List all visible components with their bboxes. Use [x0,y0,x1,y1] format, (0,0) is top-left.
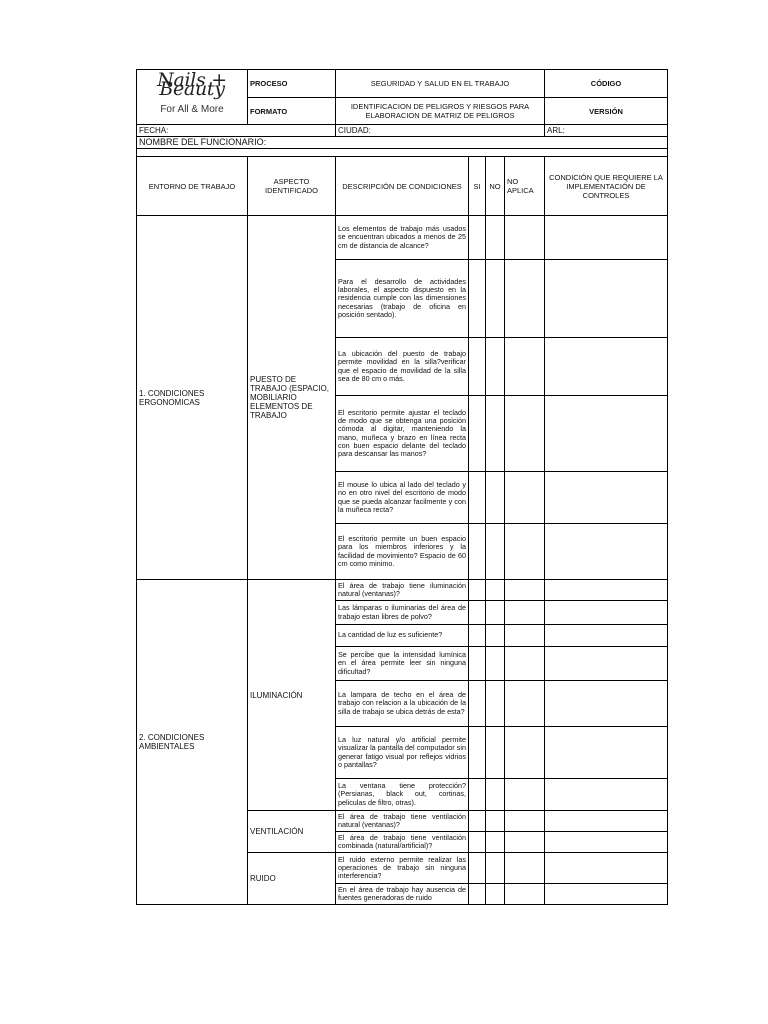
no-cell[interactable] [486,681,505,727]
condition-description: La lampara de techo en el área de trabajo con relacion a la ubicación de la silla de trabajo se ubica detrás de esta? [336,681,469,727]
condicion-cell[interactable] [545,647,668,681]
formato-value: IDENTIFICACION DE PELIGROS Y RIESGOS PARA ELABORACION DE MATRIZ DE PELIGROS [336,98,545,125]
spacer-row [137,149,668,157]
si-cell[interactable] [469,647,486,681]
no-cell[interactable] [486,853,505,884]
si-cell[interactable] [469,853,486,884]
no-aplica-cell[interactable] [505,580,545,601]
condition-description: El ruido externo permite realizar las operaciones de trabajo sin ninguna interferencia? [336,853,469,884]
no-cell[interactable] [486,625,505,647]
no-aplica-cell[interactable] [505,853,545,884]
no-aplica-cell[interactable] [505,647,545,681]
condition-description: El área de trabajo tiene ventilación combinada (natural/artificial)? [336,832,469,853]
condition-description: La cantidad de luz es suficiente? [336,625,469,647]
si-cell[interactable] [469,811,486,832]
condition-description: El mouse lo ubica al lado del teclado y no en otro nivel del escritorio de modo que se pueda alcanzar facilmente y con la muñeca recta? [336,472,469,524]
aspecto-ventilacion: VENTILACIÓN [248,811,336,853]
condicion-cell[interactable] [545,524,668,580]
entorno-ergonomicas: 1. CONDICIONES ERGONOMICAS [137,216,248,580]
entorno-ambientales: 2. CONDICIONES AMBIENTALES [137,580,248,905]
no-cell[interactable] [486,580,505,601]
col-si: SI [469,157,486,216]
logo-brand: Nails + Beauty [157,69,227,100]
no-aplica-cell[interactable] [505,338,545,396]
company-logo [137,70,248,125]
no-aplica-cell[interactable] [505,260,545,338]
condicion-cell[interactable] [545,396,668,472]
condition-description: Las lámparas o iluminarias del área de trabajo estan libres de polvo? [336,601,469,625]
table-row [137,580,668,601]
si-cell[interactable] [469,884,486,905]
no-aplica-cell[interactable] [505,524,545,580]
condicion-cell[interactable] [545,884,668,905]
condicion-cell[interactable] [545,853,668,884]
col-no: NO [486,157,505,216]
si-cell[interactable] [469,727,486,779]
condition-description: La luz natural y/o artificial permite visualizar la pantalla del computador sin generar fatigo visual por reflejos vidrios o pantallas? [336,727,469,779]
no-aplica-cell[interactable] [505,601,545,625]
col-entorno: ENTORNO DE TRABAJO [137,157,248,216]
condition-description: Los elementos de trabajo más usados se encuentran ubicados a menos de 25 cm de distancia de alcance? [336,216,469,260]
condicion-cell[interactable] [545,832,668,853]
condition-description: La ventana tiene protección? (Persianas, black out, cortinas, peliculas de filtro, otras). [336,779,469,811]
no-cell[interactable] [486,216,505,260]
no-aplica-cell[interactable] [505,216,545,260]
formato-label: FORMATO [248,98,336,125]
condicion-cell[interactable] [545,338,668,396]
table-row [137,216,668,260]
condition-description: En el área de trabajo hay ausencia de fuentes generadoras de ruido [336,884,469,905]
no-cell[interactable] [486,647,505,681]
funcionario-field[interactable]: NOMBRE DEL FUNCIONARIO: [137,137,668,149]
si-cell[interactable] [469,779,486,811]
condicion-cell[interactable] [545,216,668,260]
condicion-cell[interactable] [545,260,668,338]
no-aplica-cell[interactable] [505,472,545,524]
logo-tagline: For All & More [160,104,224,115]
no-cell[interactable] [486,396,505,472]
si-cell[interactable] [469,396,486,472]
si-cell[interactable] [469,260,486,338]
no-aplica-cell[interactable] [505,625,545,647]
condition-description: El escritorio permite ajustar el teclado de modo que se obtenga una posición cómoda al digitar, manteniendo la mano, muñeca y brazo en línea recta con buen espacio delante del teclado para descansar las manos? [336,396,469,472]
si-cell[interactable] [469,338,486,396]
no-cell[interactable] [486,472,505,524]
condition-description: El área de trabajo tiene ventilación natural (ventanas)? [336,811,469,832]
si-cell[interactable] [469,524,486,580]
no-aplica-cell[interactable] [505,832,545,853]
proceso-label: PROCESO [248,70,336,98]
inspection-form [136,69,668,905]
aspecto-iluminacion: ILUMINACIÓN [248,580,336,811]
no-cell[interactable] [486,779,505,811]
condicion-cell[interactable] [545,625,668,647]
condition-description: Para el desarrollo de actividades laborales, el aspecto dispuesto en la residencia cumple con las dimensiones necesarias (trabajo de oficina en posición sentado). [336,260,469,338]
condicion-cell[interactable] [545,601,668,625]
fecha-field[interactable]: FECHA: [137,125,336,137]
condition-description: La ubicación del puesto de trabajo permite movilidad en la silla?verificar que el espacio de movilidad de la silla sea de 80 cm o más. [336,338,469,396]
condicion-cell[interactable] [545,811,668,832]
no-aplica-cell[interactable] [505,779,545,811]
condicion-cell[interactable] [545,779,668,811]
no-aplica-cell[interactable] [505,727,545,779]
version-label: VERSIÓN [545,98,668,125]
condition-description: El escritorio permite un buen espacio para los miembros inferiores y la facilidad de movimiento? Espacio de 60 cm como minimo. [336,524,469,580]
condition-description: El área de trabajo tiene iluminación natural (ventanas)? [336,580,469,601]
no-cell[interactable] [486,884,505,905]
arl-field[interactable]: ARL: [545,125,668,137]
si-cell[interactable] [469,681,486,727]
condicion-cell[interactable] [545,681,668,727]
si-cell[interactable] [469,601,486,625]
no-aplica-cell[interactable] [505,811,545,832]
condition-description: Se percibe que la intensidad lumínica en el área permite leer sin ninguna dificultad? [336,647,469,681]
no-aplica-cell[interactable] [505,884,545,905]
no-cell[interactable] [486,832,505,853]
condicion-cell[interactable] [545,472,668,524]
aspecto-puesto-trabajo: PUESTO DE TRABAJO (ESPACIO, MOBILIARIO ELEMENTOS DE TRABAJO [248,216,336,580]
no-cell[interactable] [486,811,505,832]
si-cell[interactable] [469,216,486,260]
no-cell[interactable] [486,727,505,779]
proceso-value: SEGURIDAD Y SALUD EN EL TRABAJO [336,70,545,98]
codigo-label: CÓDIGO [545,70,668,98]
no-aplica-cell[interactable] [505,396,545,472]
aspecto-ruido: RUIDO [248,853,336,905]
si-cell[interactable] [469,625,486,647]
no-cell[interactable] [486,338,505,396]
no-cell[interactable] [486,260,505,338]
col-no-aplica: NO APLICA [505,157,545,216]
col-descripcion: DESCRIPCIÓN DE CONDICIONES [336,157,469,216]
si-cell[interactable] [469,832,486,853]
col-aspecto: ASPECTO IDENTIFICADO [248,157,336,216]
si-cell[interactable] [469,472,486,524]
no-cell[interactable] [486,601,505,625]
si-cell[interactable] [469,580,486,601]
no-cell[interactable] [486,524,505,580]
ciudad-field[interactable]: CIUDAD: [336,125,545,137]
col-condicion: CONDICIÓN QUE REQUIERE LA IMPLEMENTACIÓN DE CONTROLES [545,157,668,216]
condicion-cell[interactable] [545,580,668,601]
condicion-cell[interactable] [545,727,668,779]
no-aplica-cell[interactable] [505,681,545,727]
